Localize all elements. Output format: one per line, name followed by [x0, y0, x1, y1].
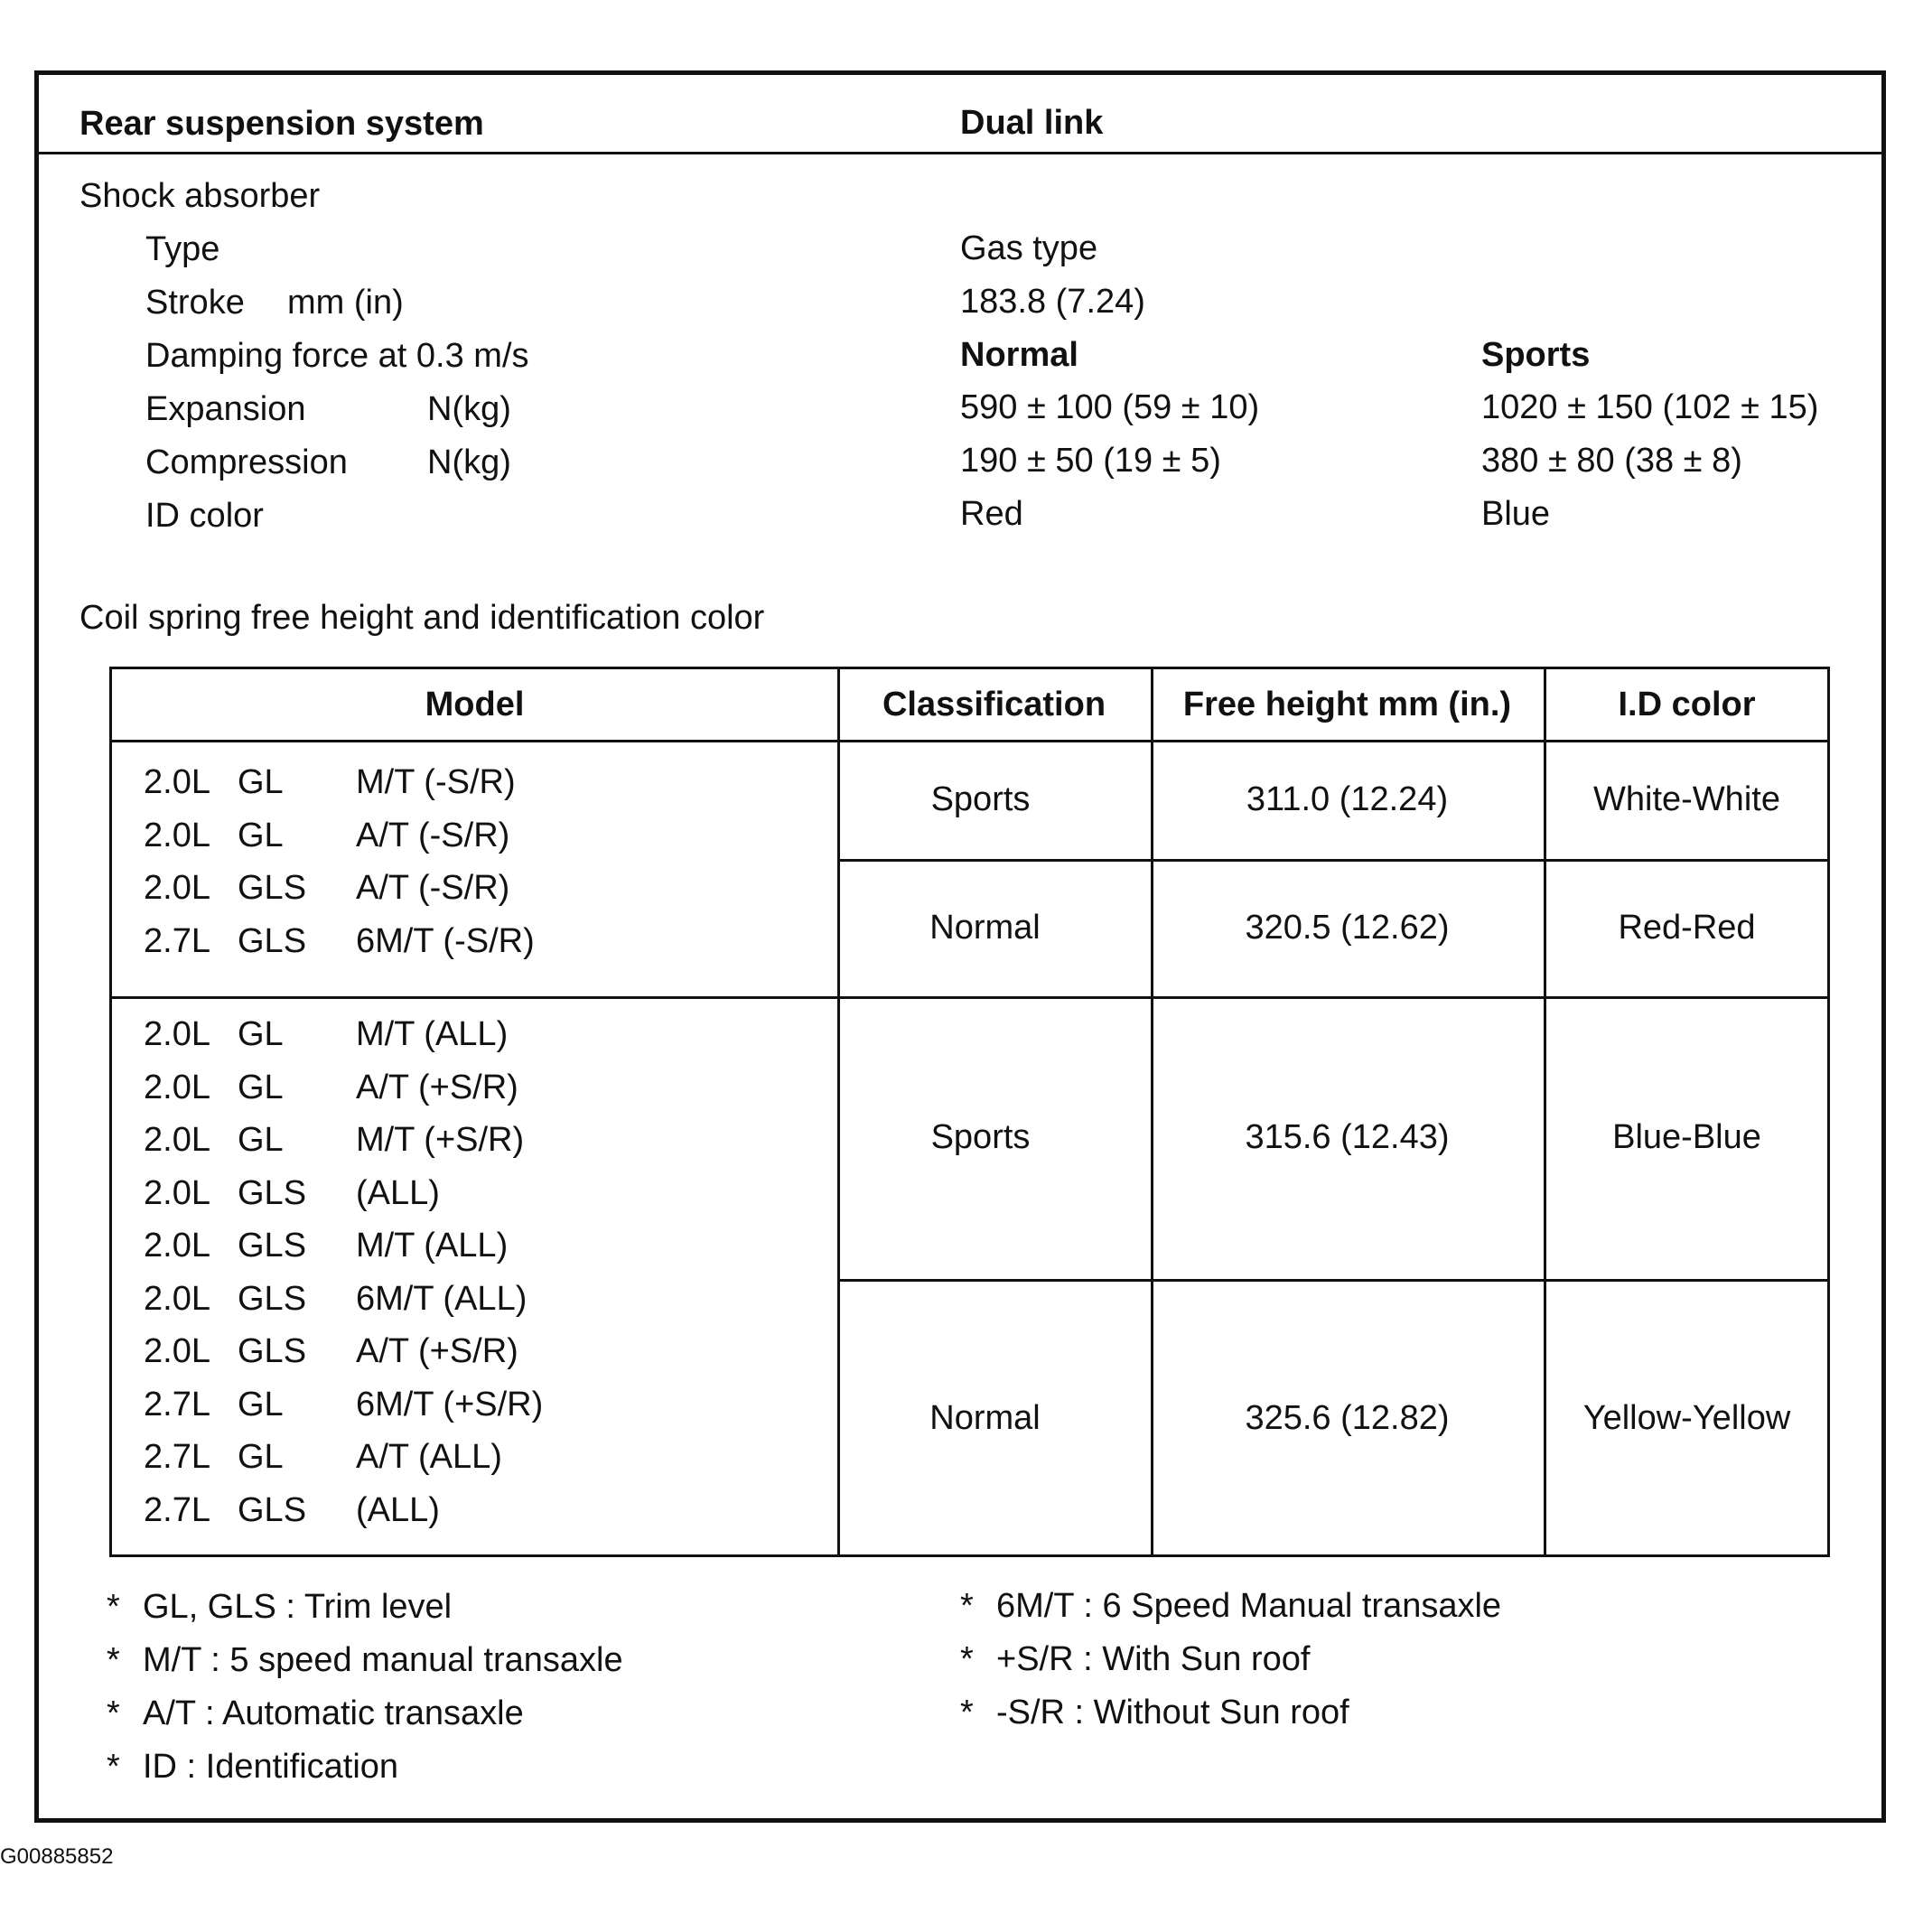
model-row — [144, 1378, 830, 1432]
expansion-sports: 1020 ± 150 (102 ± 15) — [1481, 388, 1819, 426]
model-trim: GL — [238, 1385, 284, 1423]
damping-label: Damping force at 0.3 m/s — [145, 337, 529, 375]
model-row — [144, 1431, 830, 1484]
row1-id-color: White-White — [1593, 779, 1780, 818]
model-row — [144, 915, 830, 968]
figure-code: G00885852 — [0, 1844, 114, 1869]
model-transaxle: A/T (+S/R) — [356, 1068, 518, 1106]
model-trim: GLS — [238, 869, 307, 907]
model-trim: GL — [238, 1121, 284, 1159]
model-trim: GLS — [238, 1279, 307, 1318]
model-engine: 2.0L — [144, 816, 210, 854]
system-label: Rear suspension system — [79, 105, 484, 143]
model-row — [144, 1273, 830, 1326]
model-engine: 2.0L — [144, 1015, 210, 1053]
model-transaxle: M/T (-S/R) — [356, 763, 516, 801]
model-transaxle: A/T (-S/R) — [356, 869, 510, 907]
model-trim: GLS — [238, 1227, 307, 1265]
row4-free-height: 325.6 (12.82) — [1245, 1398, 1450, 1437]
expansion-label: Expansion — [145, 390, 306, 428]
model-transaxle: M/T (+S/R) — [356, 1121, 525, 1159]
footnote-mt: * M/T : 5 speed manual transaxle — [107, 1641, 623, 1679]
model-row — [144, 809, 830, 863]
model-transaxle: 6M/T (ALL) — [356, 1279, 527, 1318]
model-transaxle: A/T (-S/R) — [356, 816, 510, 854]
expansion-unit: N(kg) — [427, 390, 511, 428]
model-engine: 2.0L — [144, 1068, 210, 1106]
model-engine: 2.0L — [144, 1227, 210, 1265]
header-id-color: I.D color — [1618, 685, 1756, 723]
header-model: Model — [425, 685, 525, 723]
shock-title: Shock absorber — [79, 177, 321, 215]
sports-heading: Sports — [1481, 336, 1591, 374]
row4-classification: Normal — [929, 1398, 1041, 1437]
model-transaxle: M/T (ALL) — [356, 1015, 509, 1053]
coil-title: Coil spring free height and identification color — [79, 599, 765, 637]
system-value: Dual link — [960, 104, 1104, 142]
model-transaxle: (ALL) — [356, 1173, 440, 1212]
header-classification: Classification — [882, 685, 1106, 723]
type-label: Type — [145, 230, 220, 268]
row3-classification: Sports — [930, 1118, 1031, 1156]
model-row — [144, 1219, 830, 1273]
model-transaxle: 6M/T (-S/R) — [356, 921, 535, 960]
model-row — [144, 862, 830, 915]
model-trim: GL — [238, 1438, 284, 1476]
header-divider — [39, 152, 1881, 154]
model-engine: 2.7L — [144, 1490, 210, 1529]
row2-classification: Normal — [929, 908, 1041, 947]
model-engine: 2.0L — [144, 1332, 210, 1370]
model-trim: GL — [238, 763, 284, 801]
type-value: Gas type — [960, 229, 1098, 267]
footnote-minus-sr: * -S/R : Without Sun roof — [960, 1694, 1349, 1731]
row3-free-height: 315.6 (12.43) — [1245, 1118, 1450, 1156]
model-transaxle: A/T (+S/R) — [356, 1332, 518, 1370]
row2-free-height: 320.5 (12.62) — [1245, 908, 1450, 947]
idcolor-normal: Red — [960, 495, 1023, 533]
model-engine: 2.0L — [144, 869, 210, 907]
model-engine: 2.0L — [144, 1173, 210, 1212]
model-transaxle: (ALL) — [356, 1490, 440, 1529]
coil-spring-table — [109, 667, 1830, 1557]
model-transaxle: M/T (ALL) — [356, 1227, 509, 1265]
model-row — [144, 1008, 830, 1061]
model-group-2 — [144, 1008, 830, 1536]
model-row — [144, 1114, 830, 1167]
model-row — [144, 1061, 830, 1115]
model-engine: 2.7L — [144, 1438, 210, 1476]
model-engine: 2.0L — [144, 1279, 210, 1318]
spec-frame — [34, 70, 1886, 1823]
row2-id-color: Red-Red — [1618, 908, 1756, 947]
compression-unit: N(kg) — [427, 443, 511, 481]
stroke-unit: mm (in) — [287, 284, 404, 322]
row4-id-color: Yellow-Yellow — [1582, 1398, 1791, 1437]
footnote-id: * ID : Identification — [107, 1748, 399, 1786]
model-trim: GL — [238, 1068, 284, 1106]
model-engine: 2.7L — [144, 921, 210, 960]
model-engine: 2.0L — [144, 763, 210, 801]
stroke-value: 183.8 (7.24) — [960, 283, 1145, 321]
compression-label: Compression — [145, 443, 348, 481]
model-trim: GL — [238, 1015, 284, 1053]
model-trim: GLS — [238, 1332, 307, 1370]
row1-classification: Sports — [930, 779, 1031, 818]
row3-id-color: Blue-Blue — [1612, 1118, 1761, 1156]
stroke-label: Stroke — [145, 284, 245, 322]
model-transaxle: 6M/T (+S/R) — [356, 1385, 544, 1423]
model-row — [144, 1325, 830, 1378]
footnote-trim: * GL, GLS : Trim level — [107, 1588, 453, 1626]
model-engine: 2.7L — [144, 1385, 210, 1423]
idcolor-sports: Blue — [1481, 495, 1551, 533]
footnote-plus-sr: * +S/R : With Sun roof — [960, 1640, 1311, 1678]
footnote-at: * A/T : Automatic transaxle — [107, 1694, 524, 1732]
model-group-1 — [144, 756, 830, 967]
model-trim: GLS — [238, 921, 307, 960]
compression-normal: 190 ± 50 (19 ± 5) — [960, 442, 1221, 480]
model-transaxle: A/T (ALL) — [356, 1438, 502, 1476]
footnote-6mt: * 6M/T : 6 Speed Manual transaxle — [960, 1587, 1502, 1625]
compression-sports: 380 ± 80 (38 ± 8) — [1481, 442, 1742, 480]
model-trim: GL — [238, 816, 284, 854]
model-trim: GLS — [238, 1173, 307, 1212]
model-row — [144, 756, 830, 809]
normal-heading: Normal — [960, 336, 1078, 374]
header-free-height: Free height mm (in.) — [1182, 685, 1512, 723]
model-row — [144, 1167, 830, 1220]
model-trim: GLS — [238, 1490, 307, 1529]
expansion-normal: 590 ± 100 (59 ± 10) — [960, 388, 1260, 426]
model-row — [144, 1484, 830, 1537]
row1-free-height: 311.0 (12.24) — [1246, 779, 1449, 818]
idcolor-label: ID color — [145, 497, 264, 535]
model-engine: 2.0L — [144, 1121, 210, 1159]
